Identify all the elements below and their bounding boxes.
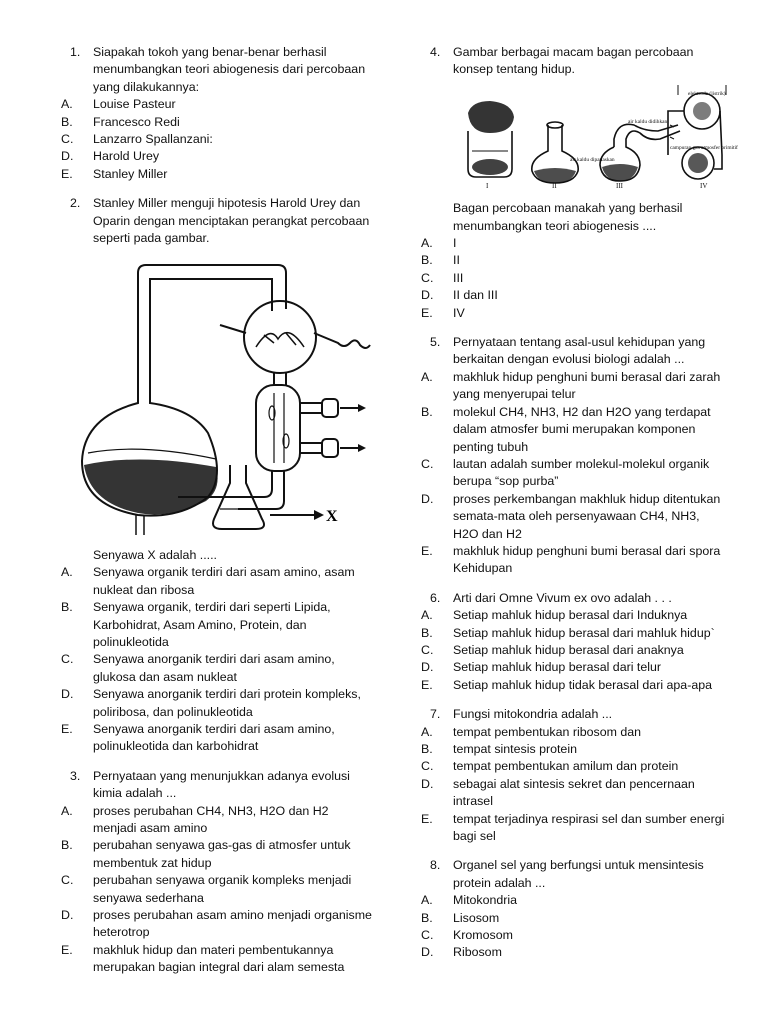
question-text: Siapakah tokoh yang benar-benar berhasil menumbangkan teori abiogenesis dari percobaan yang dilakukannya: xyxy=(93,45,366,94)
option-text: Senyawa anorganik terdiri dari asam amino, glukosa dan asam nukleat xyxy=(93,652,335,684)
option-text: Setiap mahluk hidup tidak berasal dari apa-apa xyxy=(453,677,712,692)
option-e[interactable] xyxy=(420,305,726,322)
option-c[interactable] xyxy=(60,651,372,686)
option-letter: C. xyxy=(421,642,434,657)
option-text: proses perubahan CH4, NH3, H2O dan H2 menjadi asam amino xyxy=(93,803,329,835)
option-letter: C. xyxy=(61,652,74,667)
option-letter: A. xyxy=(421,236,433,251)
option-d[interactable] xyxy=(420,776,726,811)
option-b[interactable] xyxy=(60,837,372,872)
option-text: perubahan senyawa organik kompleks menjadi senyawa sederhana xyxy=(93,873,352,905)
option-letter: E. xyxy=(421,811,433,826)
question-text: Gambar berbagai macam bagan percobaan konsep tentang hidup. xyxy=(453,45,694,77)
option-letter: E. xyxy=(61,721,73,736)
option-letter: E. xyxy=(61,942,73,957)
question-stem xyxy=(420,857,726,892)
question-number: 1. xyxy=(70,45,81,59)
question-prompt: Senyawa X adalah ..... xyxy=(93,547,217,562)
option-letter: E. xyxy=(421,543,433,558)
question-text: Pernyataan tentang asal-usul kehidupan yang berkaitan dengan evolusi biologi adalah ... xyxy=(453,335,706,367)
question-4 xyxy=(420,44,738,322)
option-text: Francesco Redi xyxy=(93,114,180,129)
diagram-iv-electrode-caption: elektroda (listrik) xyxy=(688,90,726,97)
option-text: proses perubahan asam amino menjadi organisme heterotrop xyxy=(93,908,372,940)
option-letter: D. xyxy=(421,945,434,960)
question-7 xyxy=(420,706,726,845)
option-a[interactable] xyxy=(420,724,726,741)
option-text: tempat pembentukan amilum dan protein xyxy=(453,759,679,774)
option-a[interactable] xyxy=(60,564,372,599)
option-text: II dan III xyxy=(453,288,498,303)
option-text: tempat terjadinya respirasi sel dan sumber energi bagi sel xyxy=(453,811,725,844)
option-text: I xyxy=(453,236,457,251)
option-text: IV xyxy=(453,305,465,320)
option-b[interactable] xyxy=(420,252,726,269)
option-letter: B. xyxy=(61,838,73,853)
option-letter: B. xyxy=(421,253,433,268)
question-3 xyxy=(60,768,372,977)
question-number: 6. xyxy=(430,590,441,605)
option-e[interactable] xyxy=(60,721,372,756)
option-text: Senyawa organik terdiri dari asam amino, asam nukleat dan ribosa xyxy=(93,565,355,597)
option-text: Setiap mahluk hidup berasal dari mahluk hidup` xyxy=(453,625,715,640)
miller-apparatus-diagram xyxy=(60,253,372,535)
option-letter: E. xyxy=(61,166,73,181)
option-letter: A. xyxy=(421,893,433,908)
option-letter: B. xyxy=(421,910,433,925)
question-stem xyxy=(420,590,726,607)
question-text: Arti dari Omne Vivum ex ovo adalah . . . xyxy=(453,590,672,605)
experiment-diagrams xyxy=(420,85,738,190)
option-b[interactable] xyxy=(420,625,726,642)
option-d[interactable] xyxy=(420,944,726,961)
question-stem xyxy=(60,44,372,96)
option-letter: C. xyxy=(61,132,74,147)
option-letter: B. xyxy=(421,404,433,419)
question-stem xyxy=(420,706,726,723)
option-text: Kromosom xyxy=(453,928,513,943)
diagram-label-iv: IV xyxy=(700,181,708,190)
option-d[interactable] xyxy=(420,287,726,304)
option-text: lautan adalah sumber molekul-molekul organik berupa “sop purba” xyxy=(453,456,710,489)
option-a[interactable] xyxy=(420,235,726,252)
option-letter: C. xyxy=(421,270,434,285)
option-letter: C. xyxy=(61,873,74,888)
experiment-diagrams-figure xyxy=(420,85,738,194)
option-letter: B. xyxy=(61,114,73,129)
option-e[interactable] xyxy=(420,811,726,846)
option-text: Lisosom xyxy=(453,910,500,925)
option-text: Mitokondria xyxy=(453,893,518,908)
option-text: Senyawa anorganik terdiri dari protein kompleks, poliribosa, dan polinukleotida xyxy=(93,687,361,719)
option-letter: E. xyxy=(421,677,433,692)
question-1 xyxy=(60,44,372,183)
option-letter: A. xyxy=(421,724,433,739)
option-b[interactable] xyxy=(420,404,726,456)
option-a[interactable] xyxy=(60,803,372,838)
option-text: Stanley Miller xyxy=(93,166,168,181)
option-letter: A. xyxy=(421,608,433,623)
question-stem xyxy=(60,768,372,803)
question-number: 4. xyxy=(430,45,441,59)
option-text: sebagai alat sintesis sekret dan pencernaan intrasel xyxy=(453,776,695,809)
question-stem xyxy=(60,195,372,247)
option-letter: B. xyxy=(421,742,433,756)
option-b[interactable] xyxy=(420,910,726,927)
option-d[interactable] xyxy=(420,491,726,543)
option-letter: A. xyxy=(421,369,433,384)
option-e[interactable] xyxy=(60,166,372,183)
option-text: molekul CH4, NH3, H2 dan H2O yang terdapat dalam atmosfer bumi merupakan komponen penting tubuh xyxy=(453,404,711,454)
option-e[interactable] xyxy=(420,677,726,694)
question-stem xyxy=(420,44,726,79)
question-8 xyxy=(420,857,726,961)
option-text: proses perkembangan makhluk hidup ditentukan semata-mata oleh persenyawaan CH4, NH3, H2O dan H2 xyxy=(453,491,721,541)
option-a[interactable] xyxy=(60,96,372,113)
option-d[interactable] xyxy=(60,148,372,165)
question-stem xyxy=(420,334,726,369)
compound-x-label: X xyxy=(326,508,338,526)
option-text: Senyawa organik, terdiri dari seperti Lipida, Karbohidrat, Asam Amino, Protein, dan polinukleotida xyxy=(93,600,331,649)
question-number: 3. xyxy=(70,768,81,783)
option-letter: B. xyxy=(421,625,433,640)
question-text: Fungsi mitokondria adalah ... xyxy=(453,707,613,722)
question-number: 7. xyxy=(430,707,441,722)
option-b[interactable] xyxy=(60,599,372,651)
option-letter: C. xyxy=(421,759,434,774)
question-prompt: Bagan percobaan manakah yang berhasil menumbangkan teori abiogenesis .... xyxy=(453,201,683,233)
option-text: Louise Pasteur xyxy=(93,97,176,112)
question-6 xyxy=(420,590,726,694)
diagram-label-ii: II xyxy=(552,181,557,190)
option-c[interactable] xyxy=(60,872,372,907)
option-e[interactable] xyxy=(420,543,726,578)
option-e[interactable] xyxy=(60,942,372,977)
option-b[interactable] xyxy=(60,114,372,131)
option-c[interactable] xyxy=(420,927,726,944)
option-letter: D. xyxy=(61,687,74,702)
question-text: Organel sel yang berfungsi untuk mensintesis protein adalah ... xyxy=(453,858,704,890)
option-letter: C. xyxy=(421,928,434,943)
option-text: Harold Urey xyxy=(93,149,160,164)
diagram-ii-caption: air kaldu dipanaskan xyxy=(570,156,615,163)
option-text: perubahan senyawa gas-gas di atmosfer untuk membentuk zat hidup xyxy=(93,838,351,870)
option-d[interactable] xyxy=(60,686,372,721)
option-c[interactable] xyxy=(420,270,726,287)
option-text: Ribosom xyxy=(453,945,502,960)
miller-apparatus-figure xyxy=(60,253,372,540)
right-column xyxy=(420,44,738,974)
option-text: makhluk hidup penghuni bumi berasal dari spora Kehidupan xyxy=(453,543,721,576)
option-text: II xyxy=(453,253,460,268)
question-number: 2. xyxy=(70,196,81,211)
option-letter: D. xyxy=(61,149,74,164)
option-c[interactable] xyxy=(420,456,726,491)
option-letter: A. xyxy=(61,97,73,112)
option-letter: B. xyxy=(61,600,73,615)
left-column xyxy=(60,44,372,989)
option-d[interactable] xyxy=(60,907,372,942)
option-a[interactable] xyxy=(420,369,726,404)
option-letter: D. xyxy=(61,908,74,922)
question-number: 5. xyxy=(430,335,441,350)
option-text: makhluk hidup penghuni bumi berasal dari zarah yang menyerupai telur xyxy=(453,369,721,402)
option-letter: A. xyxy=(61,565,73,580)
option-letter: A. xyxy=(61,803,73,818)
option-a[interactable] xyxy=(420,607,726,624)
option-a[interactable] xyxy=(420,892,726,909)
diagram-label-i: I xyxy=(486,181,489,190)
diagram-iii-caption: air kaldu didihkan xyxy=(628,118,668,125)
option-c[interactable] xyxy=(420,758,726,775)
option-text: Setiap mahluk hidup berasal dari anaknya xyxy=(453,642,684,657)
option-letter: E. xyxy=(421,305,433,320)
diagram-label-iii: III xyxy=(616,181,623,190)
option-letter: D. xyxy=(421,288,434,303)
option-c[interactable] xyxy=(60,131,372,148)
option-text: Setiap mahluk hidup berasal dari telur xyxy=(453,660,662,675)
option-c[interactable] xyxy=(420,642,726,659)
option-text: tempat pembentukan ribosom dan xyxy=(453,724,642,739)
option-b[interactable] xyxy=(420,741,726,758)
diagram-iv-gas-caption: campuran gas atmosfer primitif xyxy=(670,144,738,151)
question-number: 8. xyxy=(430,858,441,873)
option-letter: D. xyxy=(421,491,434,506)
option-text: makhluk hidup dan materi pembentukannya merupakan bagian integral dari alam semesta xyxy=(93,942,345,975)
question-text: Stanley Miller menguji hipotesis Harold Urey dan Oparin dengan menciptakan perangkat percobaan seperti pada gambar. xyxy=(93,196,370,246)
option-text: Setiap mahluk hidup berasal dari Induknya xyxy=(453,608,688,623)
option-text: Lanzarro Spallanzani: xyxy=(93,132,213,147)
option-text: III xyxy=(453,270,464,285)
option-letter: C. xyxy=(421,456,434,471)
option-letter: D. xyxy=(421,660,434,675)
question-5 xyxy=(420,334,726,578)
question-2 xyxy=(60,195,372,756)
option-text: Senyawa anorganik terdiri dari asam amino, polinukleotida dan karbohidrat xyxy=(93,721,335,754)
option-text: tempat sintesis protein xyxy=(453,742,577,756)
question-text: Pernyataan yang menunjukkan adanya evolusi kimia adalah ... xyxy=(93,768,350,801)
option-letter: D. xyxy=(421,776,434,791)
option-d[interactable] xyxy=(420,659,726,676)
